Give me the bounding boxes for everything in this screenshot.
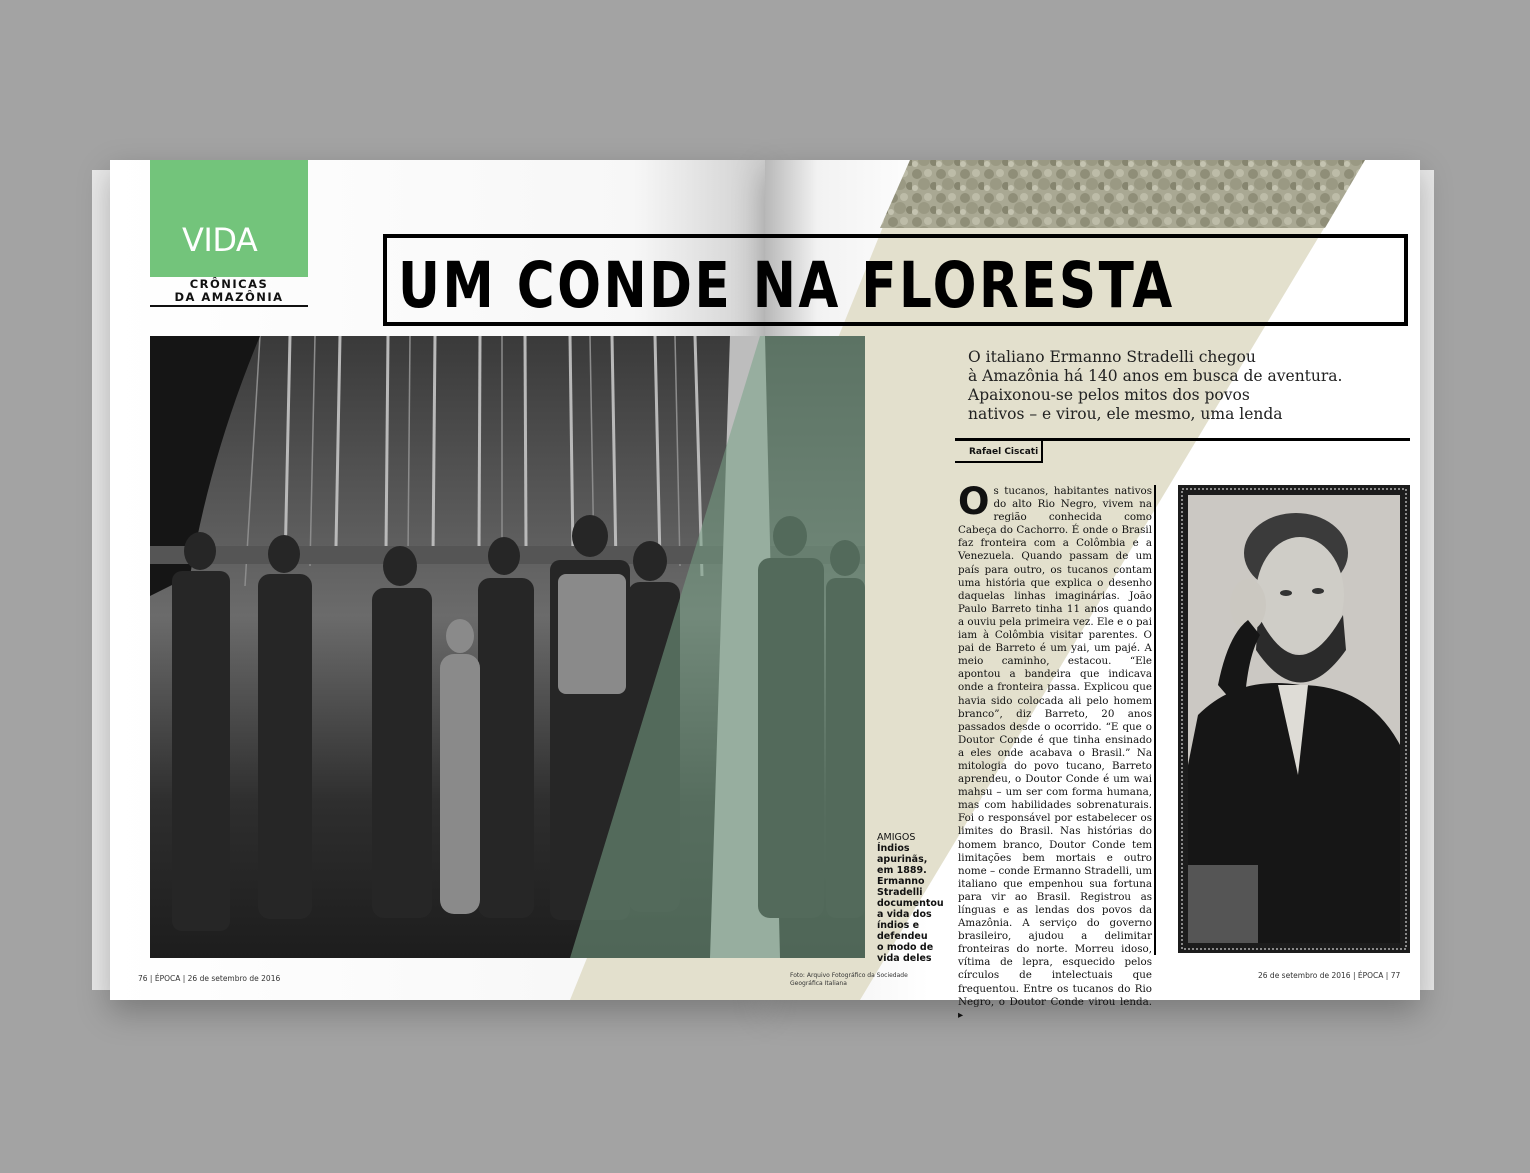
folio-right: 26 de setembro de 2016 | ÉPOCA | 77	[1258, 971, 1401, 980]
caption-text: Índios apurinãs, em 1889. Ermanno Stradelli documentou a vida dos índios e defendeu o modo de vida deles	[877, 843, 944, 964]
article-body	[958, 480, 1152, 1022]
photo-caption	[877, 832, 944, 964]
section-label: VIDA	[182, 221, 258, 259]
main-photo	[150, 336, 865, 958]
photo-credit: Foto: Arquivo Fotográfico da Sociedade Geográfica Italiana	[790, 972, 908, 987]
deck	[968, 348, 1388, 424]
section-series	[150, 278, 308, 304]
caption-kicker: AMIGOS	[877, 832, 916, 843]
deck-line: O italiano Ermanno Stradelli chegou	[968, 348, 1256, 366]
series-line-2: DA AMAZÔNIA	[174, 290, 284, 304]
deck-line: Apaixonou-se pelos mitos dos povos	[968, 386, 1250, 404]
byline: Rafael Ciscati	[969, 447, 1039, 457]
drop-cap: O	[958, 480, 990, 523]
deck-line: à Amazônia há 140 anos em busca de aventura.	[968, 367, 1343, 385]
section-tab	[150, 160, 308, 277]
portrait-photo	[1178, 485, 1410, 953]
headline: UM CONDE NA FLORESTA	[398, 249, 1175, 322]
section-rule	[150, 305, 308, 307]
column-rule	[1154, 485, 1156, 955]
deck-line: nativos – e virou, ele mesmo, uma lenda	[968, 405, 1283, 423]
body-text: s tucanos, habitantes nativos do alto Rio Negro, vivem na região conhecida como Cabeça do Cachorro. É onde o Brasil faz fronteira com a Colômbia e a Venezuela. Quando passam de um país para outro, os tucanos contam uma história que explica o desenho daquelas linhas imaginárias. João Paulo Barreto tinha 11 anos quando a ouviu pela primeira vez. Ele e o pai iam à Colômbia visitar parentes. O pai de Barreto é um yai, um pajé. A meio caminho, estacou. “Ele apontou a bandeira que indicava onde a fronteira passa. Explicou que havia sido colocada ali pelo homem branco”, diz Barreto, 20 anos passados desde o ocorrido. “E que o Doutor Conde é que tinha ensinado a eles onde acabava o Brasil.” Na mitologia do povo tucano, Barreto aprendeu, o Doutor Conde é um wai mahsu – um ser com forma humana, mas com habilidades sobrenaturais. Foi o responsável por estabelecer os limites do Brasil. Nas histórias do homem branco, Doutor Conde tem limitações bem mortais e outro nome – conde Ermanno Stradelli, um italiano que empenhou sua fortuna para vir ao Brasil. Registrou as línguas e as lendas dos povos da Amazônia. A serviço do governo brasileiro, ajudou a delimitar fronteiras do norte. Morreu idoso, vítima de lepra, esquecido pelos círculos de intelectuais que frequentou. Entre os tucanos do Rio Negro, o Doutor Conde virou lenda. ▸	[958, 485, 1152, 1021]
folio-left: 76 | ÉPOCA | 26 de setembro de 2016	[138, 974, 281, 983]
series-line-1: CRÔNICAS	[189, 277, 269, 291]
